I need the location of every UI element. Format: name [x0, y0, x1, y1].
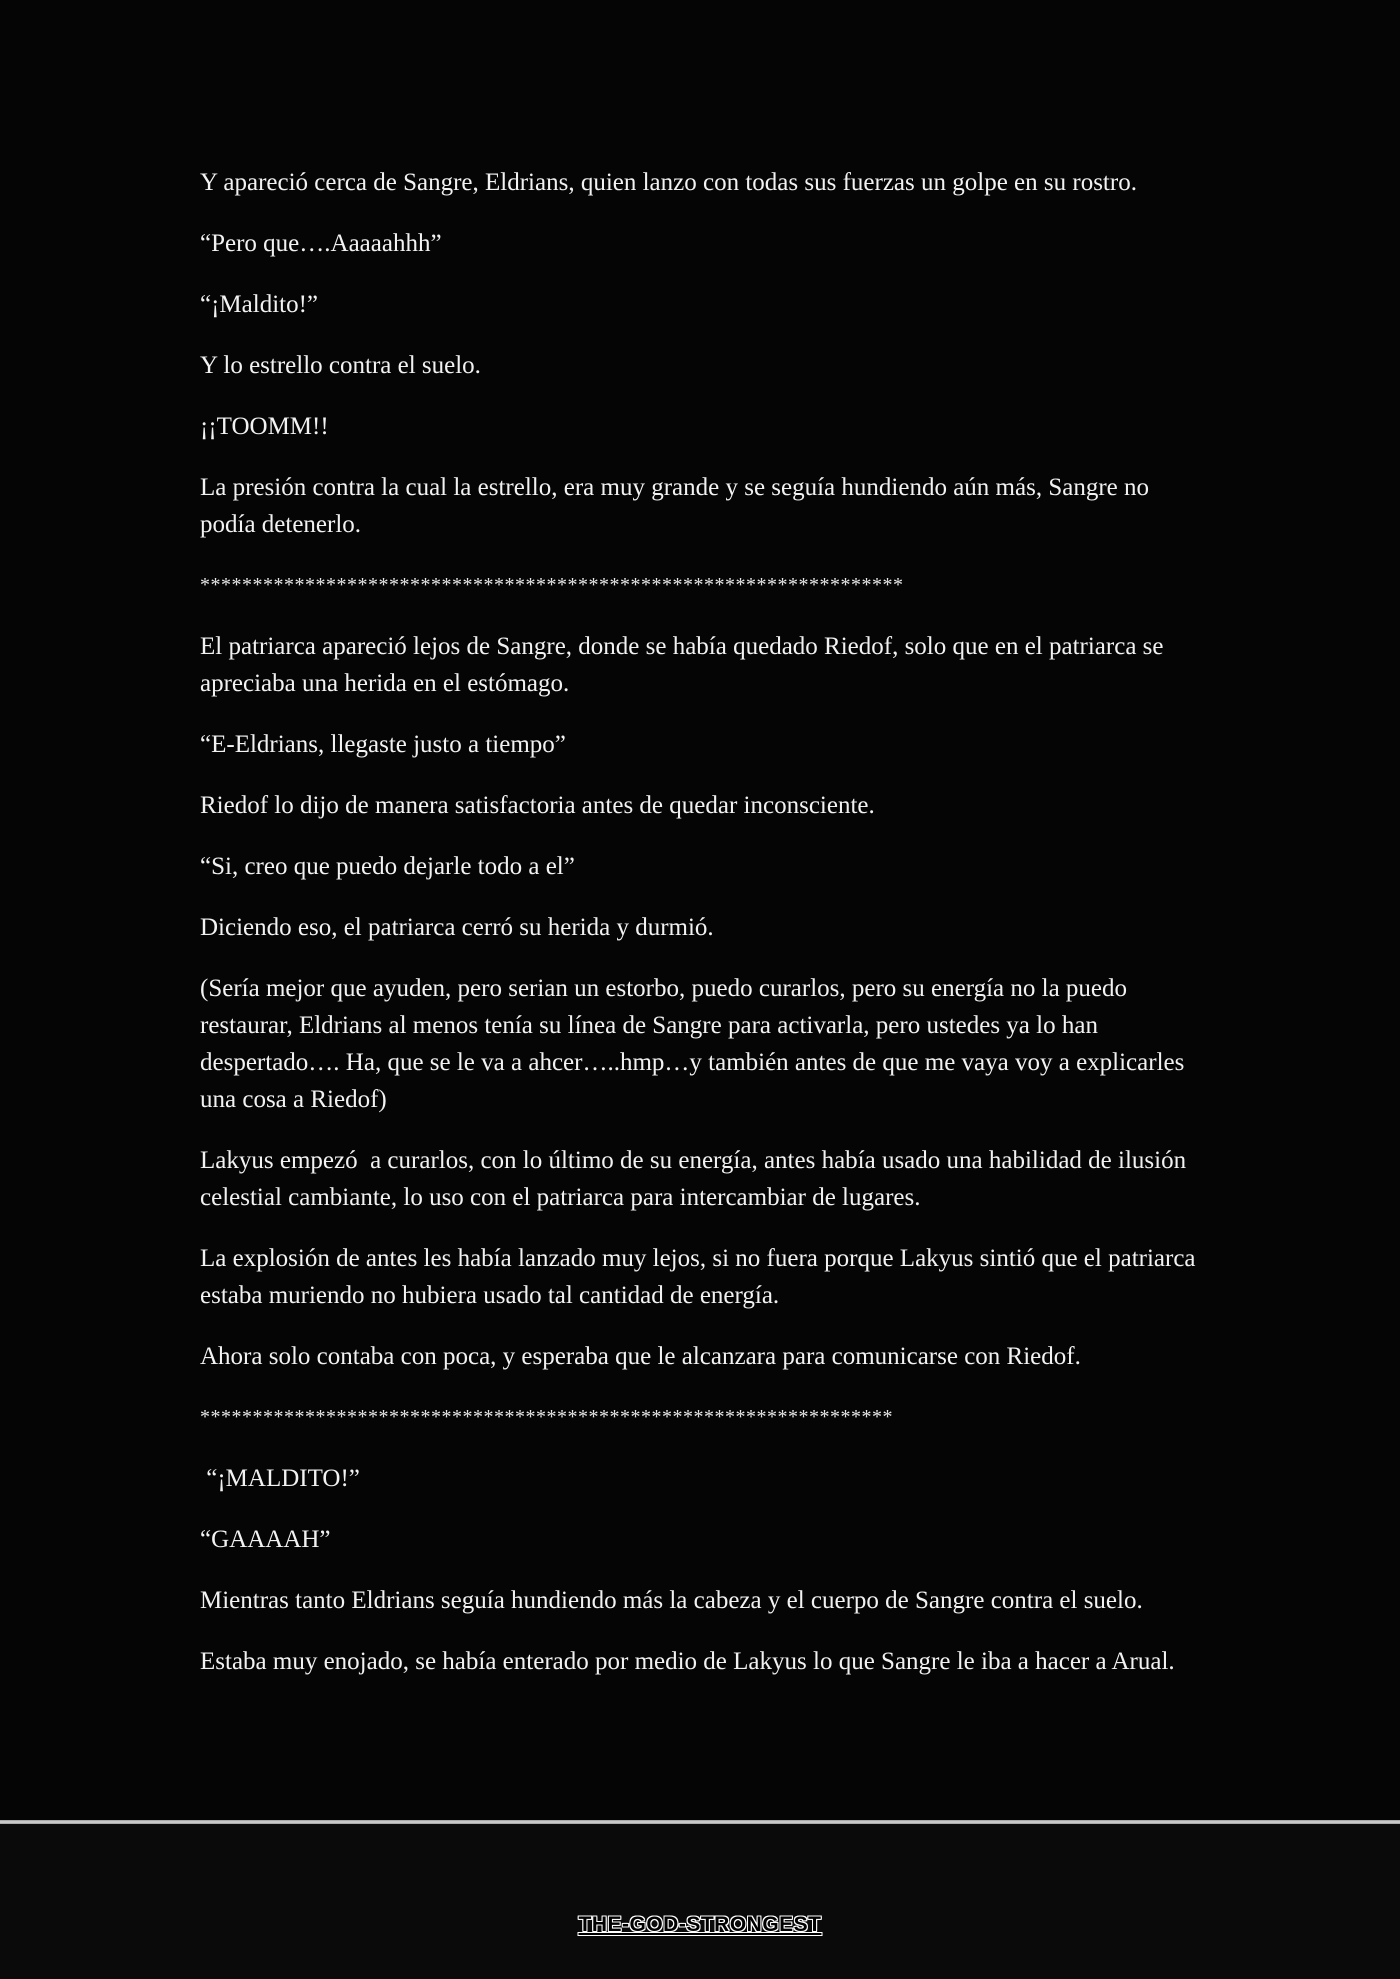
- paragraph: Mientras tanto Eldrians seguía hundiendo más la cabeza y el cuerpo de Sangre contra el suelo.: [200, 1587, 1143, 1614]
- paragraph: “Si, creo que puedo dejarle todo a el”: [200, 853, 575, 880]
- section-separator: *******************************************************************: [200, 574, 904, 596]
- paragraph: Riedof lo dijo de manera satisfactoria antes de quedar inconsciente.: [200, 792, 875, 819]
- section-separator: ******************************************************************: [200, 1406, 893, 1428]
- paragraph: “E-Eldrians, llegaste justo a tiempo”: [200, 731, 566, 758]
- paragraph: ¡¡TOOMM!!: [200, 413, 329, 440]
- paragraph: “¡Maldito!”: [200, 291, 319, 318]
- paragraph: La explosión de antes les había lanzado muy lejos, si no fuera porque Lakyus sintió que el patriarca estaba muriendo no hubiera usado tal cantidad de energía.: [200, 1245, 1202, 1309]
- footer: [0, 1824, 1400, 1979]
- watermark-text: THE-GOD-STRONGEST: [578, 1913, 822, 1936]
- paragraph: La presión contra la cual la estrello, era muy grande y se seguía hundiendo aún más, Sangre no podía detenerlo.: [200, 474, 1156, 538]
- paragraph: Lakyus empezó a curarlos, con lo último de su energía, antes había usado una habilidad de ilusión celestial cambiante, lo uso con el patriarca para intercambiar de lugares.: [200, 1147, 1193, 1211]
- paragraph: Estaba muy enojado, se había enterado por medio de Lakyus lo que Sangre le iba a hacer a Arual.: [200, 1648, 1175, 1675]
- paragraph: El patriarca apareció lejos de Sangre, donde se había quedado Riedof, solo que en el patriarca se apreciaba una herida en el estómago.: [200, 633, 1170, 697]
- paragraph: “¡MALDITO!”: [200, 1465, 360, 1492]
- paragraph: (Sería mejor que ayuden, pero serian un estorbo, puedo curarlos, pero su energía no la puedo restaurar, Eldrians al menos tenía su línea de Sangre para activarla, pero ustedes ya lo han despertado…. Ha, que se le va a ahcer…..hmp…y también antes de que me vaya voy a explicarles una cosa a Riedof): [200, 975, 1191, 1113]
- document-body: [200, 164, 1210, 1704]
- paragraph: Ahora solo contaba con poca, y esperaba que le alcanzara para comunicarse con Riedof.: [200, 1343, 1081, 1370]
- paragraph: Y lo estrello contra el suelo.: [200, 352, 481, 379]
- paragraph: Diciendo eso, el patriarca cerró su herida y durmió.: [200, 914, 714, 941]
- paragraph: “Pero que….Aaaaahhh”: [200, 230, 442, 257]
- paragraph: Y apareció cerca de Sangre, Eldrians, quien lanzo con todas sus fuerzas un golpe en su rostro.: [200, 169, 1137, 196]
- paragraph: “GAAAAH”: [200, 1526, 331, 1553]
